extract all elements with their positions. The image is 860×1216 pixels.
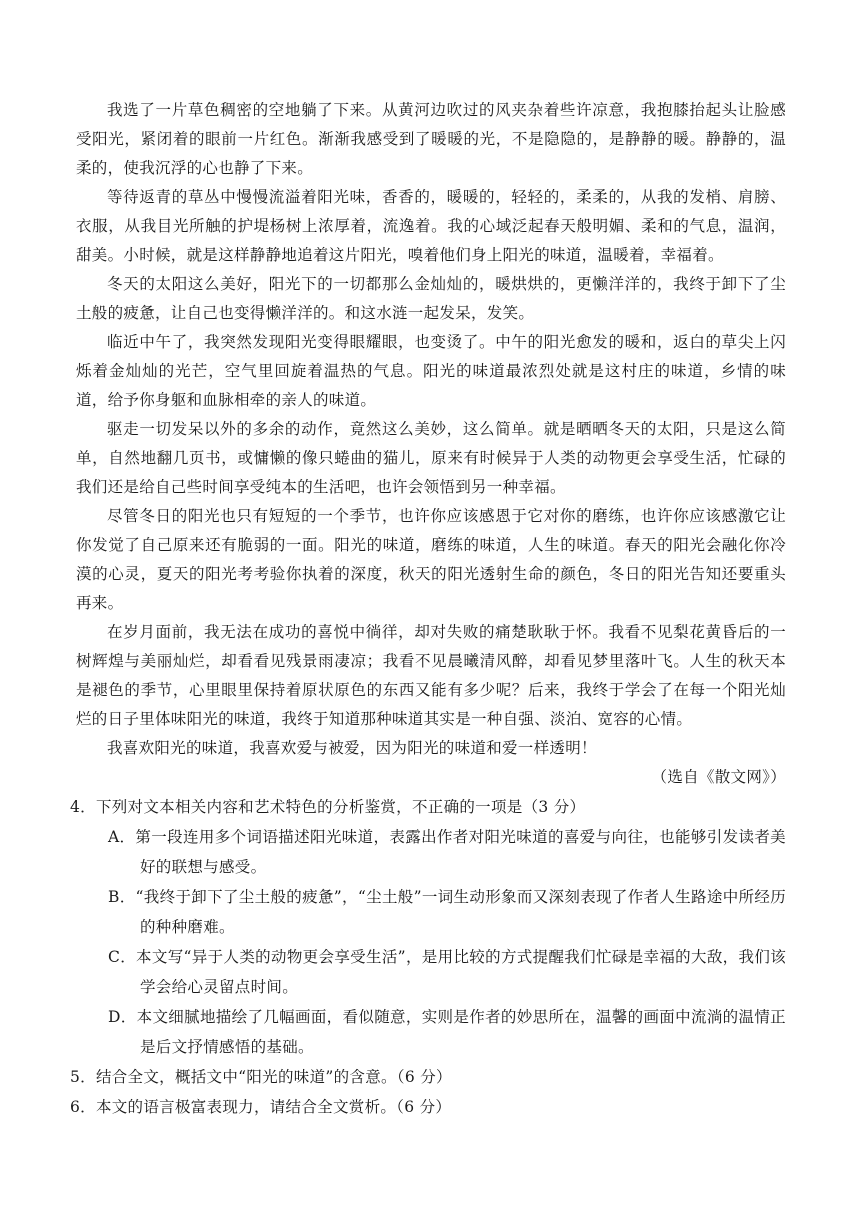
question-4-option-b: B．“我终于卸下了尘土般的疲惫”，“尘土般”一词生动形象而又深刻表现了作者人生路途中所经历的种种磨难。 [108,888,786,936]
question-4-option-d: D．本文细腻地描绘了几幅画面，看似随意，实则是作者的妙思所在，温馨的画面中流淌的温情正是后文抒情感悟的基础。 [108,1008,786,1056]
question-4-option-a: A．第一段连用多个词语描述阳光味道，表露出作者对阳光味道的喜爱与向往，也能够引发读者美好的联想与感受。 [108,828,786,876]
article-source: （选自《散文网》） [651,768,786,786]
article-paragraph-7: 在岁月面前，我无法在成功的喜悦中徜徉，却对失败的痛楚耿耿于怀。我看不见梨花黄昏后的一树辉煌与美丽灿烂，却看看见残景雨凄凉；我看不见晨曦清风醉，却看见梦里落叶飞。人生的秋天本是褪色的季节，心里眼里保持着原状原色的东西又能有多少呢？后来，我终于学会了在每一个阳光灿烂的日子里体味阳光的味道，我终于知道那种味道其实是一种自强、淡泊、宽容的心情。 [76,623,786,728]
document-content [70,96,786,1122]
question-6: 6．本文的语言极富表现力，请结合全文赏析。（6 分） [70,1098,452,1116]
article-paragraph-3: 冬天的太阳这么美好，阳光下的一切都那么金灿灿的，暖烘烘的，更懒洋洋的，我终于卸下了尘土般的疲惫，让自己也变得懒洋洋的。和这水涟一起发呆，发笑。 [76,275,786,322]
article-paragraph-5: 驱走一切发呆以外的多余的动作，竟然这么美妙，这么简单。就是晒晒冬天的太阳，只是这么简单，自然地翻几页书，或慵懒的像只蜷曲的猫儿，原来有时候异于人类的动物更会享受生活，忙碌的我们还是给自己些时间享受纯本的生活吧，也许会领悟到另一种幸福。 [76,420,786,496]
article-paragraph-4: 临近中午了，我突然发现阳光变得眼耀眼，也变烫了。中午的阳光愈发的暖和，返白的草尖上闪烁着金灿灿的光芒，空气里回旋着温热的气息。阳光的味道最浓烈处就是这村庄的味道，乡情的味道，给予你身躯和血脉相牵的亲人的味道。 [76,333,786,409]
question-4-option-c: C．本文写“异于人类的动物更会享受生活”，是用比较的方式提醒我们忙碌是幸福的大敌，我们该学会给心灵留点时间。 [108,948,786,996]
article-paragraph-2: 等待返青的草丛中慢慢流溢着阳光味，香香的，暖暖的，轻轻的，柔柔的，从我的发梢、肩膀、衣服，从我目光所触的护堤杨树上浓厚着，流逸着。我的心域泛起春天般明媚、柔和的气息，温润，甜美。小时候，就是这样静静地追着这片阳光，嗅着他们身上阳光的味道，温暖着，幸福着。 [76,188,786,264]
article-body [76,96,786,792]
question-5: 5．结合全文，概括文中“阳光的味道”的含意。（6 分） [70,1068,452,1086]
questions-section [70,792,786,1122]
article-paragraph-6: 尽管冬日的阳光也只有短短的一个季节，也许你应该感恩于它对你的磨练，也许你应该感激它让你发觉了自己原来还有脆弱的一面。阳光的味道，磨练的味道，人生的味道。春天的阳光会融化你冷漠的心灵，夏天的阳光考考验你执着的深度，秋天的阳光透射生命的颜色，冬日的阳光告知还要重头再来。 [76,507,786,612]
article-paragraph-1: 我选了一片草色稠密的空地躺了下来。从黄河边吹过的风夹杂着些许凉意，我抱膝抬起头让脸感受阳光，紧闭着的眼前一片红色。渐渐我感受到了暖暖的光，不是隐隐的，是静静的暖。静静的，温柔的，使我沉浮的心也静了下来。 [76,101,786,177]
article-paragraph-8: 我喜欢阳光的味道，我喜欢爱与被爱，因为阳光的味道和爱一样透明！ [107,739,597,757]
question-4-stem: 4．下列对文本相关内容和艺术特色的分析鉴赏，不正确的一项是（3 分） [70,798,586,816]
